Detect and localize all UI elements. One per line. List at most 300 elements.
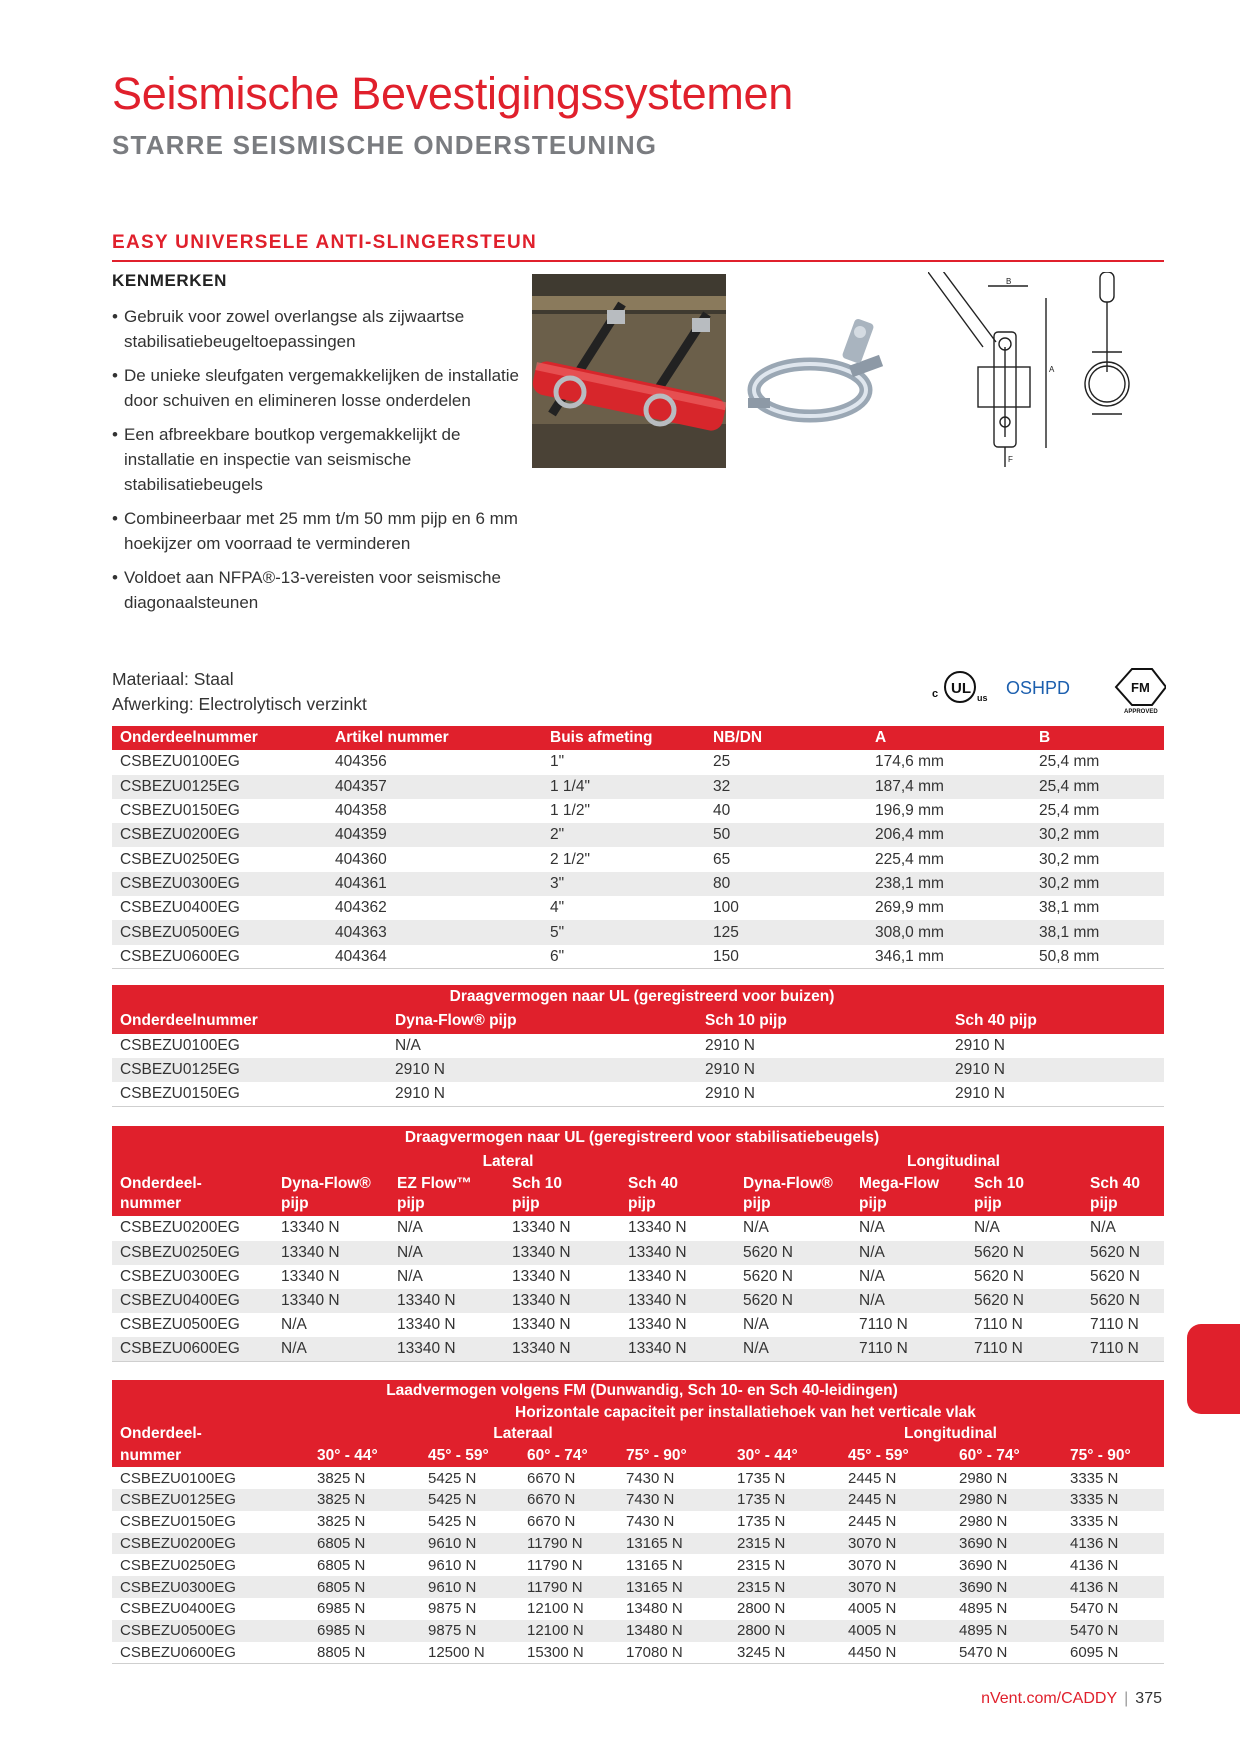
table-cell: 13340 N (273, 1289, 389, 1313)
certification-logos (930, 665, 1166, 715)
finish-line: Afwerking: Electrolytisch verzinkt (112, 694, 367, 714)
table-cell: 7110 N (974, 1316, 1023, 1334)
table-row (112, 1265, 1164, 1289)
table-cell: 5620 N (743, 1267, 793, 1285)
table-cell: 13340 N (620, 1241, 735, 1265)
table-row (112, 1554, 1164, 1576)
table-cell: 5620 N (735, 1241, 851, 1265)
table-cell: 5470 N (1070, 1600, 1119, 1618)
table-cell: 4005 N (840, 1620, 951, 1642)
table-cell: 13340 N (389, 1289, 504, 1313)
table-cell: 13340 N (397, 1316, 456, 1334)
section-divider (112, 260, 1164, 262)
table-cell: 13340 N (620, 1337, 735, 1361)
list-item: • De unieke sleufgaten vergemakkelijken de installatie door schuiven en elimineren losse onderdelen (112, 363, 532, 413)
part-number-cell: CSBEZU0250EG (112, 1241, 273, 1265)
column-header: Onderdeel- nummer (120, 1175, 202, 1213)
part-number-cell: CSBEZU0150EG (120, 802, 240, 820)
table-cell: 25 (713, 753, 731, 771)
table-title-row (112, 1126, 1164, 1150)
table-cell: 5620 N (1082, 1241, 1164, 1265)
table-cell: 38,1 mm (1039, 899, 1100, 917)
table-cell: 269,9 mm (875, 899, 944, 917)
part-number-cell: CSBEZU0100EG (120, 753, 240, 771)
list-item: • Een afbreekbare boutkop vergemakkelijkt de installatie en inspectie van seismische stabilisatiebeugels (112, 422, 532, 497)
table-row (112, 1034, 1164, 1058)
table-cell: 3335 N (1062, 1489, 1164, 1511)
chapter-tab (1187, 1324, 1240, 1414)
table-cell: 1735 N (729, 1489, 840, 1511)
table-header-row (112, 1009, 1164, 1033)
table-row (112, 847, 1164, 871)
table-cell: 30,2 mm (1031, 872, 1164, 896)
part-number-cell: CSBEZU0150EG (112, 1082, 387, 1106)
table-cell: 11790 N (527, 1556, 583, 1574)
table-cell: 2800 N (729, 1620, 840, 1642)
section-title: EASY UNIVERSELE ANTI-SLINGERSTEUN (112, 232, 538, 253)
table-row (112, 1598, 1164, 1620)
table-row (112, 1467, 1164, 1489)
bullet-icon: • (112, 568, 118, 587)
fm-table-body (112, 1467, 1164, 1663)
table-cell: 2980 N (951, 1489, 1062, 1511)
table-cell: 3825 N (309, 1489, 420, 1511)
table-cell: 2445 N (848, 1513, 897, 1531)
column-header: A (875, 729, 887, 747)
table-cell: 238,1 mm (867, 872, 1031, 896)
table-cell: N/A (397, 1219, 423, 1237)
table-cell: 11790 N (519, 1576, 618, 1598)
part-number-cell: CSBEZU0400EG (120, 899, 240, 917)
table-cell: N/A (735, 1337, 851, 1361)
table-cell: N/A (859, 1219, 885, 1237)
part-number-cell: CSBEZU0300EG (112, 1576, 309, 1598)
table-cell: 1735 N (737, 1469, 786, 1487)
ul-pipe-table-body (112, 1034, 1164, 1107)
column-header: Dyna-Flow® pijp (281, 1175, 371, 1213)
table-cell: N/A (851, 1241, 966, 1265)
part-number-cell: CSBEZU0500EG (120, 1316, 240, 1334)
table-cell: 5425 N (420, 1489, 519, 1511)
table-row (112, 823, 1164, 847)
table-cell: 2910 N (697, 1082, 947, 1106)
table-cell: 9875 N (428, 1600, 477, 1618)
table-cell: 3070 N (848, 1556, 897, 1574)
table-cell: 30,2 mm (1031, 823, 1164, 847)
table-row (112, 1216, 1164, 1240)
table-cell: 7110 N (966, 1337, 1082, 1361)
ul-pipe-capacity-table (112, 985, 1164, 1107)
table-cell: 3070 N (840, 1533, 951, 1555)
table-cell: 17080 N (618, 1642, 729, 1664)
part-number-cell: CSBEZU0600EG (112, 1642, 309, 1664)
part-number-cell: CSBEZU0125EG (112, 1489, 309, 1511)
oshpd-logo: OSHPD (1006, 678, 1071, 698)
ul-brace-capacity-table (112, 1126, 1164, 1362)
footer-url[interactable]: nVent.com/CADDY (981, 1690, 1118, 1707)
column-header: 60° - 74° (527, 1447, 588, 1465)
ul-logo: UL (951, 680, 971, 697)
clamp-product-image (740, 310, 890, 440)
column-header: NB/DN (713, 729, 763, 747)
table-cell: 13340 N (512, 1267, 571, 1285)
part-number-cell: CSBEZU0400EG (112, 1289, 273, 1313)
table-cell: 1 1/2" (550, 802, 590, 820)
part-number-cell: CSBEZU0100EG (120, 1036, 240, 1054)
part-number-cell: CSBEZU0150EG (120, 1513, 236, 1531)
column-header: Artikel nummer (335, 729, 449, 747)
table-cell: N/A (397, 1267, 423, 1285)
table-cell: 30,2 mm (1039, 850, 1100, 868)
group-header-longitudinal: Longitudinal (907, 1153, 1000, 1171)
table-title: Laadvermogen volgens FM (Dunwandig, Sch 10- en Sch 40-leidingen) (386, 1381, 898, 1399)
table-header-row (112, 1445, 1164, 1467)
table-cell: 2910 N (947, 1058, 1164, 1082)
table-cell: 2 1/2" (550, 850, 590, 868)
part-number-cell: CSBEZU0600EG (112, 1337, 273, 1361)
table-cell: 3690 N (959, 1556, 1008, 1574)
table-cell: 2315 N (737, 1556, 786, 1574)
table-cell: 3825 N (317, 1513, 366, 1531)
table-cell: 2315 N (729, 1576, 840, 1598)
table-cell: 2910 N (947, 1082, 1164, 1106)
list-item: • Gebruik voor zowel overlangse als zijwaartse stabilisatiebeugeltoepassingen (112, 304, 532, 354)
table-cell: 13340 N (504, 1241, 620, 1265)
table-cell: 346,1 mm (867, 945, 1031, 969)
column-header: Onderdeelnummer (120, 1012, 258, 1030)
table-cell: 404356 (335, 753, 387, 771)
table-cell: 4136 N (1062, 1576, 1164, 1598)
table-cell: 6985 N (309, 1620, 420, 1642)
table-cell: 2910 N (387, 1082, 697, 1106)
table-cell: N/A (273, 1337, 389, 1361)
table-cell: 7430 N (626, 1469, 675, 1487)
table-cell: 404360 (335, 850, 387, 868)
table-cell: 2910 N (387, 1058, 697, 1082)
table-title: Draagvermogen naar UL (geregistreerd voor stabilisatiebeugels) (404, 1129, 880, 1147)
table-cell: 125 (705, 920, 867, 944)
table-cell: 2980 N (959, 1513, 1008, 1531)
bullet-icon: • (112, 509, 118, 528)
part-number-cell: CSBEZU0300EG (120, 1267, 240, 1285)
table-cell: 225,4 mm (875, 850, 944, 868)
table-cell: 100 (713, 899, 739, 917)
table-cell: 174,6 mm (875, 753, 944, 771)
table-cell: 404361 (327, 872, 542, 896)
table-cell: N/A (743, 1316, 769, 1334)
list-item: • Combineerbaar met 25 mm t/m 50 mm pijp en 6 mm hoekijzer om voorraad te verminderen (112, 506, 532, 556)
table-header-row (112, 726, 1164, 750)
table-cell: 404358 (335, 802, 387, 820)
table-cell: 13340 N (504, 1337, 620, 1361)
table-row (112, 1241, 1164, 1265)
column-header: Onderdeelnummer (120, 729, 258, 747)
table-cell: 5" (542, 920, 705, 944)
table-cell: 7110 N (851, 1337, 966, 1361)
table-cell: 2910 N (955, 1036, 1005, 1054)
fm-approved-label: APPROVED (1124, 709, 1158, 715)
table-cell: 13165 N (618, 1576, 729, 1598)
table-cell: 9610 N (420, 1576, 519, 1598)
table-cell: 38,1 mm (1031, 920, 1164, 944)
table-cell: 7110 N (1090, 1316, 1139, 1334)
part-number-cell: CSBEZU0400EG (120, 1600, 236, 1618)
table-cell: 4895 N (951, 1620, 1062, 1642)
part-number-cell: CSBEZU0200EG (112, 823, 327, 847)
table-cell: 5620 N (1090, 1267, 1140, 1285)
bullet-icon: • (112, 425, 118, 444)
table-cell: 2980 N (959, 1469, 1008, 1487)
table-cell: 13340 N (273, 1241, 389, 1265)
table-cell: 3825 N (317, 1469, 366, 1487)
table-cell: 3690 N (951, 1533, 1062, 1555)
table-cell: 13340 N (504, 1289, 620, 1313)
part-number-cell: CSBEZU0125EG (112, 1058, 387, 1082)
table-row (112, 1313, 1164, 1337)
table-cell: 1 1/4" (542, 775, 705, 799)
table-cell: 150 (705, 945, 867, 969)
table-cell: 2910 N (697, 1058, 947, 1082)
installation-photo (532, 274, 726, 468)
table-row (112, 1576, 1164, 1598)
table-cell: 5425 N (428, 1469, 477, 1487)
technical-drawing (928, 272, 1158, 472)
table-cell: 5620 N (966, 1241, 1082, 1265)
group-header-lateral: Lateraal (493, 1425, 553, 1443)
table-cell: 404357 (327, 775, 542, 799)
table-cell: 25,4 mm (1039, 802, 1100, 820)
table-cell: 7430 N (626, 1513, 675, 1531)
table-row (112, 1058, 1164, 1082)
bullet-icon: • (112, 307, 118, 326)
table-cell: N/A (851, 1289, 966, 1313)
table-row (112, 1337, 1164, 1361)
table-cell: 5425 N (428, 1513, 477, 1531)
dimension-f-label: F (1008, 455, 1013, 464)
table-cell: 13340 N (512, 1219, 571, 1237)
column-header: 60° - 74° (959, 1447, 1020, 1465)
table-cell: 404362 (335, 899, 387, 917)
table-cell: 6095 N (1062, 1642, 1164, 1664)
column-header: EZ Flow™ pijp (397, 1175, 472, 1213)
table-cell: 404359 (327, 823, 542, 847)
fm-capacity-table (112, 1380, 1164, 1664)
table-cell: 6" (542, 945, 705, 969)
table-cell: 4005 N (848, 1600, 897, 1618)
table-cell: 13340 N (281, 1267, 340, 1285)
table-cell: 7110 N (1082, 1337, 1164, 1361)
table-row (112, 799, 1164, 823)
table-cell: 8805 N (309, 1642, 420, 1664)
part-number-cell: CSBEZU0500EG (112, 920, 327, 944)
table-cell: 3690 N (951, 1576, 1062, 1598)
group-header-longitudinal: Longitudinal (904, 1425, 997, 1443)
page-subtitle: STARRE SEISMISCHE ONDERSTEUNING (112, 130, 658, 160)
column-header: B (1039, 729, 1051, 747)
features-list (112, 304, 532, 624)
page-title: Seismische Bevestigingssystemen (112, 68, 793, 119)
table-cell: 25,4 mm (1031, 775, 1164, 799)
column-header: 75° - 90° (1070, 1447, 1131, 1465)
table-cell: N/A (389, 1241, 504, 1265)
table-cell: 5620 N (974, 1267, 1024, 1285)
table-cell: 15300 N (519, 1642, 618, 1664)
table-cell: 2910 N (705, 1036, 755, 1054)
fm-logo: FM (1131, 680, 1150, 695)
table-cell: 6985 N (317, 1600, 366, 1618)
table-row (112, 1620, 1164, 1642)
features-heading: KENMERKEN (112, 271, 227, 290)
material-info (112, 667, 367, 717)
table-cell: 13340 N (628, 1316, 687, 1334)
material-line: Materiaal: Staal (112, 669, 234, 689)
dimension-a-label: A (1049, 365, 1055, 374)
table-cell: 13340 N (620, 1289, 735, 1313)
bullet-icon: • (112, 366, 118, 385)
table-cell: 7110 N (859, 1316, 908, 1334)
table-cell: 1" (550, 753, 565, 771)
table-row (112, 896, 1164, 920)
column-header: Sch 40 pijp (955, 1012, 1037, 1030)
table-cell: 206,4 mm (867, 823, 1031, 847)
table-title-row (112, 1380, 1164, 1402)
column-header: 75° - 90° (626, 1447, 687, 1465)
table-title-row (112, 985, 1164, 1009)
column-header: 45° - 59° (428, 1447, 489, 1465)
part-number-cell: CSBEZU0125EG (112, 775, 327, 799)
column-header: Onderdeel- (120, 1425, 202, 1443)
table-row (112, 750, 1164, 774)
column-header: Mega-Flow pijp (859, 1175, 940, 1213)
table-cell: 6670 N (519, 1489, 618, 1511)
part-number-cell: CSBEZU0200EG (120, 1219, 240, 1237)
table-row (112, 1511, 1164, 1533)
table-cell: 308,0 mm (867, 920, 1031, 944)
table-cell: 6670 N (527, 1469, 576, 1487)
table-cell: 9610 N (428, 1556, 477, 1574)
table-row (112, 872, 1164, 896)
table-cell: 65 (713, 850, 731, 868)
table-cell: 80 (705, 872, 867, 896)
table-cell: 4895 N (959, 1600, 1008, 1618)
table-cell: 13480 N (626, 1600, 683, 1618)
column-header: 30° - 44° (317, 1447, 378, 1465)
page-footer (981, 1690, 1162, 1708)
part-number-cell: CSBEZU0500EG (112, 1620, 309, 1642)
column-header: Dyna-Flow® pijp (395, 1012, 517, 1030)
table-cell: 50 (705, 823, 867, 847)
part-number-cell: CSBEZU0200EG (112, 1533, 309, 1555)
ul-brace-table-body (112, 1216, 1164, 1361)
table-cell: 3335 N (1070, 1469, 1119, 1487)
table-cell: 50,8 mm (1031, 945, 1164, 969)
table-cell: 6805 N (309, 1576, 420, 1598)
ul-us-label: us (977, 693, 988, 703)
table-cell: 25,4 mm (1039, 753, 1100, 771)
table-cell: 2800 N (737, 1600, 786, 1618)
part-number-cell: CSBEZU0250EG (120, 1556, 236, 1574)
table-cell: 187,4 mm (867, 775, 1031, 799)
table-row (112, 1489, 1164, 1511)
table-group-row (112, 1150, 1164, 1174)
table-header-row (112, 1174, 1164, 1216)
table-cell: 6805 N (309, 1533, 420, 1555)
column-header: 45° - 59° (848, 1447, 909, 1465)
table-cell: N/A (743, 1219, 769, 1237)
list-item: • Voldoet aan NFPA®-13-vereisten voor seismische diagonaalsteunen (112, 565, 532, 615)
column-header: Sch 10 pijp (705, 1012, 787, 1030)
product-table (112, 726, 1164, 969)
column-header: Sch 40 pijp (1090, 1175, 1140, 1213)
table-cell: 1735 N (737, 1513, 786, 1531)
table-cell: 12100 N (519, 1620, 618, 1642)
table-cell: N/A (974, 1219, 1000, 1237)
table-cell: 2445 N (840, 1489, 951, 1511)
column-header: Sch 10 pijp (974, 1175, 1024, 1213)
table-cell: 4136 N (1062, 1533, 1164, 1555)
table-row (112, 1082, 1164, 1106)
table-cell: N/A (395, 1036, 421, 1054)
column-header: 30° - 44° (737, 1447, 798, 1465)
table-row (112, 1533, 1164, 1555)
table-cell: 13340 N (512, 1316, 571, 1334)
table-group-row (112, 1424, 1164, 1446)
table-cell: 13165 N (618, 1533, 729, 1555)
ul-c-label: c (932, 688, 939, 700)
column-header: Buis afmeting (550, 729, 653, 747)
table-cell: N/A (281, 1316, 307, 1334)
table-cell: 13340 N (628, 1267, 687, 1285)
table-cell: 4450 N (840, 1642, 951, 1664)
table-cell: 4" (550, 899, 565, 917)
part-number-cell: CSBEZU0300EG (112, 872, 327, 896)
part-number-cell: CSBEZU0600EG (112, 945, 327, 969)
table-cell: 196,9 mm (875, 802, 944, 820)
table-cell: 6805 N (317, 1556, 366, 1574)
table-cell: 12500 N (420, 1642, 519, 1664)
table-cell: 404364 (327, 945, 542, 969)
table-cell: 404363 (327, 920, 542, 944)
column-header: Sch 40 pijp (628, 1175, 678, 1213)
table-cell: 3" (542, 872, 705, 896)
table-cell: 13340 N (628, 1219, 687, 1237)
table-cell: 13340 N (389, 1337, 504, 1361)
table-title: Draagvermogen naar UL (geregistreerd voor buizen) (449, 988, 835, 1006)
page-number: 375 (1135, 1690, 1162, 1707)
table-cell: 5470 N (1062, 1620, 1164, 1642)
table-row (112, 775, 1164, 799)
table-row (112, 945, 1164, 969)
table-cell: 40 (713, 802, 731, 820)
table-cell: 3335 N (1070, 1513, 1119, 1531)
table-cell: 13165 N (626, 1556, 683, 1574)
table-subtitle: Horizontale capaciteit per installatiehoek van het verticale vlak (515, 1403, 976, 1421)
footer-separator: | (1124, 1690, 1129, 1707)
column-header: Dyna-Flow® pijp (743, 1175, 833, 1213)
table-cell: 2" (542, 823, 705, 847)
table-cell: 5470 N (951, 1642, 1062, 1664)
table-cell: 3245 N (729, 1642, 840, 1664)
table-cell: 32 (705, 775, 867, 799)
table-cell: 13480 N (618, 1620, 729, 1642)
part-number-cell: CSBEZU0100EG (120, 1469, 236, 1487)
table-cell: 2315 N (729, 1533, 840, 1555)
part-number-cell: CSBEZU0250EG (120, 850, 240, 868)
table-cell: 3070 N (840, 1576, 951, 1598)
table-cell: 2445 N (848, 1469, 897, 1487)
table-cell: 11790 N (519, 1533, 618, 1555)
table-cell: 7430 N (618, 1489, 729, 1511)
